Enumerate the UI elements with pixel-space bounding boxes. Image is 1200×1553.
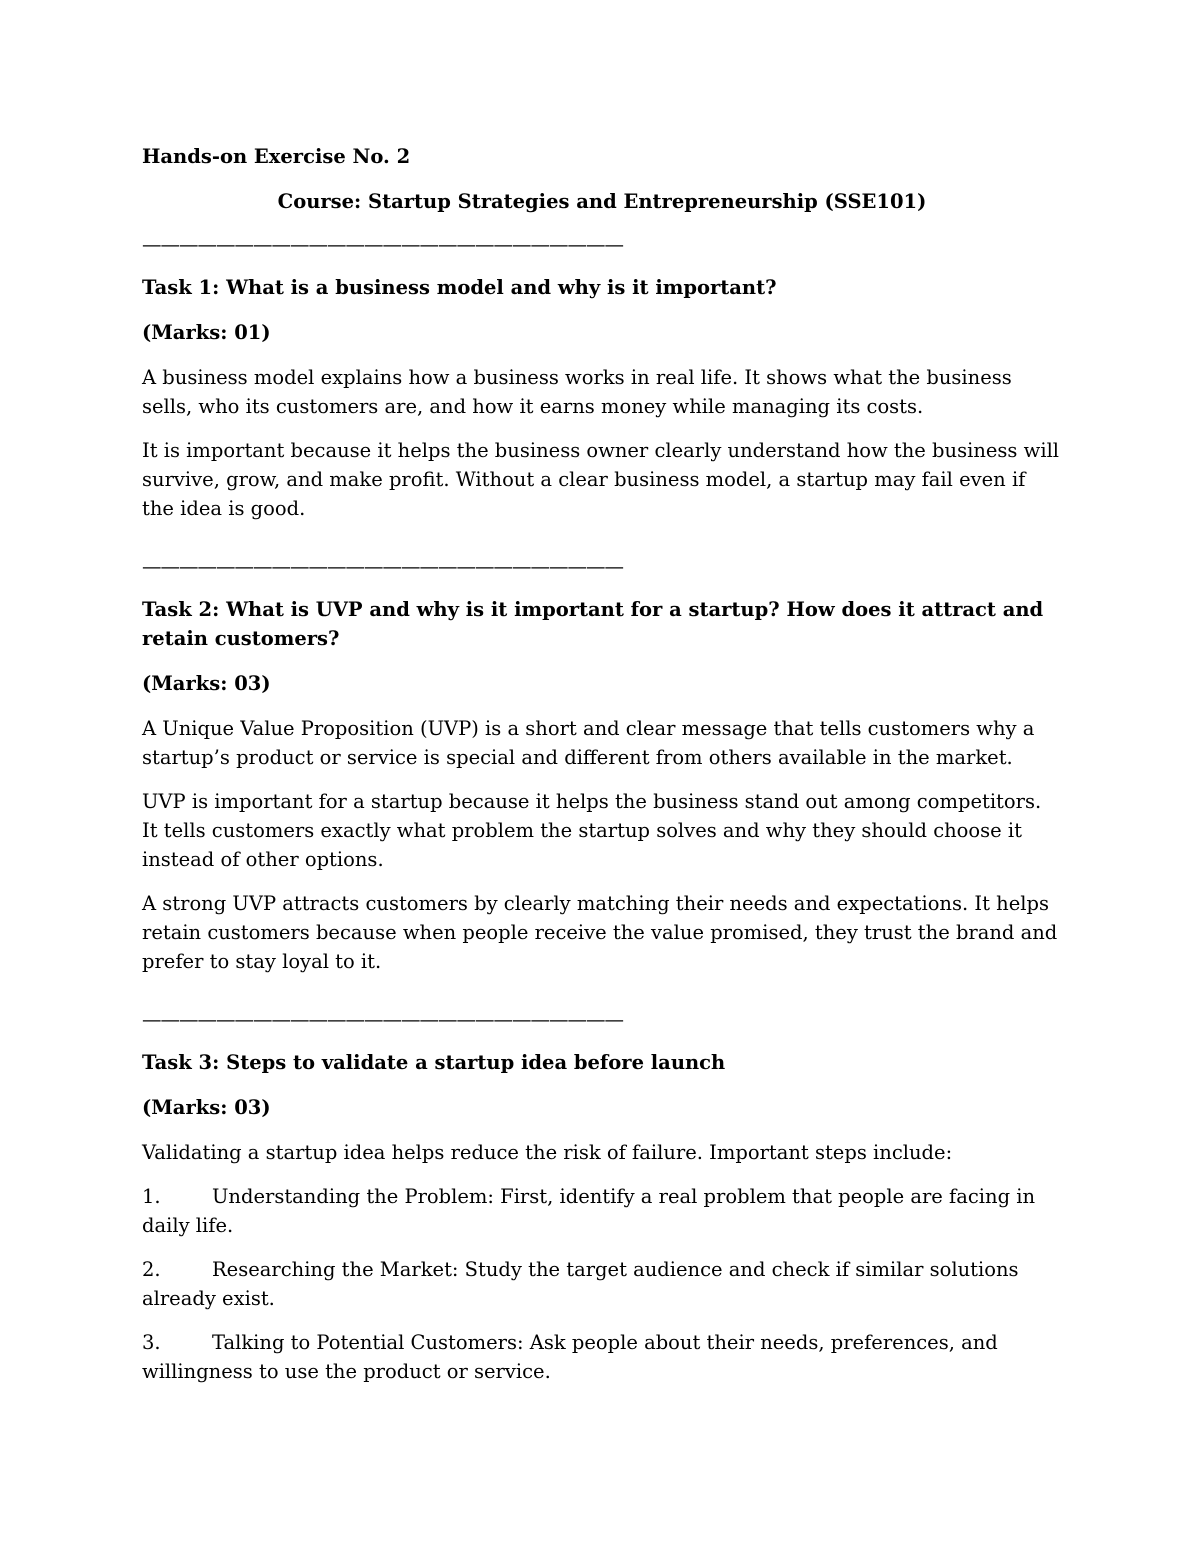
task-2-paragraph-1: A Unique Value Proposition (UVP) is a short and clear message that tells customers why a startup’s product or service is special and different from others available in the market. [142,717,1035,769]
list-item [142,1255,1062,1313]
document-content [142,142,1062,1401]
task-1-heading: Task 1: What is a business model and why is it important? [142,276,777,299]
section-divider: —————————————————————————— [142,233,623,256]
task-2-heading: Task 2: What is UVP and why is it important for a startup? How does it attract and retain customers? [142,598,1044,650]
task-2-marks: (Marks: 03) [142,672,271,695]
task-1-marks: (Marks: 01) [142,321,271,344]
task-1-paragraph-2: It is important because it helps the business owner clearly understand how the business will survive, grow, and make profit. Without a clear business model, a startup may fail even if the idea is good. [142,439,1060,520]
task-2-paragraph-2: UVP is important for a startup because it helps the business stand out among competitors. It tells customers exactly what problem the startup solves and why they should choose it instead of other options. [142,790,1042,871]
task-1-section [142,273,1062,523]
list-item-number: 1. [142,1185,161,1208]
section-divider: —————————————————————————— [142,1008,623,1031]
list-item-text: Researching the Market: Study the target audience and check if similar solutions already exist. [142,1258,1019,1310]
section-divider: —————————————————————————— [142,555,623,578]
list-item-number: 2. [142,1258,161,1281]
task-2-section [142,595,1062,976]
task-3-marks: (Marks: 03) [142,1096,271,1119]
list-item-number: 3. [142,1331,161,1354]
list-item-text: Understanding the Problem: First, identify a real problem that people are facing in daily life. [142,1185,1036,1237]
course-title: Course: Startup Strategies and Entrepreneurship (SSE101) [277,190,927,213]
task-3-section [142,1048,1062,1386]
list-item [142,1328,1062,1386]
list-item-text: Talking to Potential Customers: Ask people about their needs, preferences, and willingness to use the product or service. [142,1331,998,1383]
task-1-paragraph-1: A business model explains how a business works in real life. It shows what the business sells, who its customers are, and how it earns money while managing its costs. [142,366,1012,418]
task-3-intro: Validating a startup idea helps reduce the risk of failure. Important steps include: [142,1141,953,1164]
exercise-title: Hands-on Exercise No. 2 [142,145,411,168]
list-item [142,1182,1062,1240]
task-2-paragraph-3: A strong UVP attracts customers by clearly matching their needs and expectations. It helps retain customers because when people receive the value promised, they trust the brand and prefer to stay loyal to it. [142,892,1058,973]
task-3-heading: Task 3: Steps to validate a startup idea before launch [142,1051,726,1074]
